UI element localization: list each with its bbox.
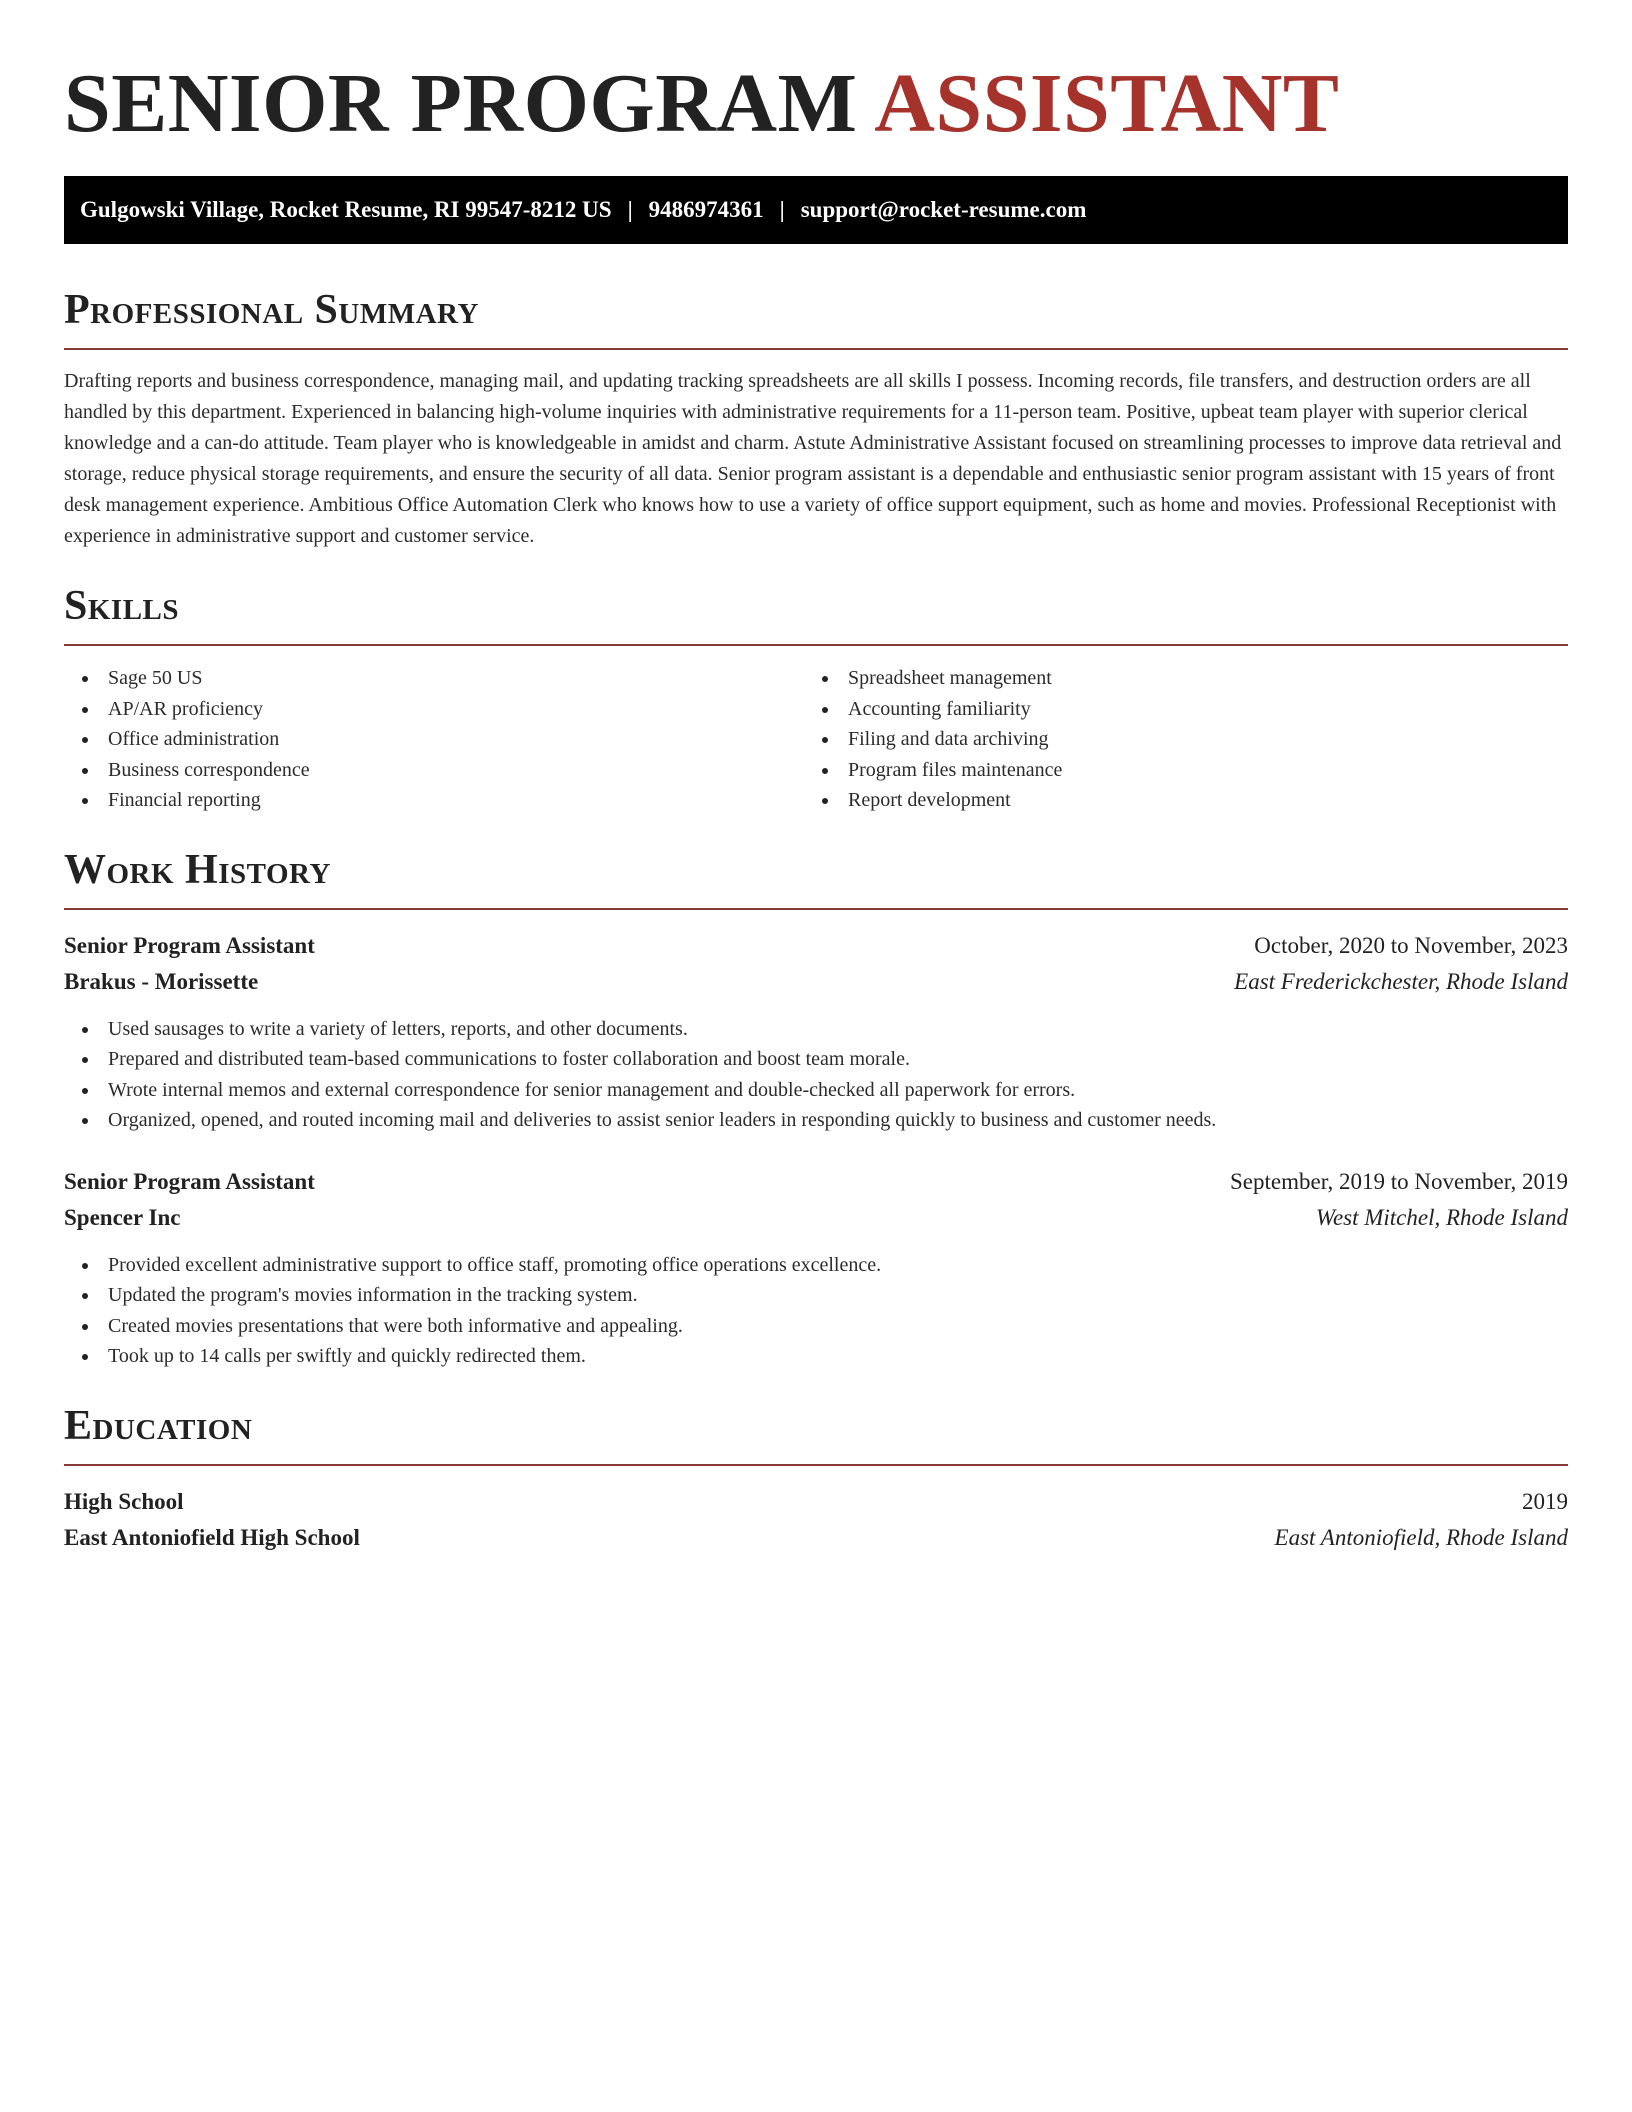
job-company: Brakus - Morissette bbox=[64, 968, 259, 994]
contact-separator: | bbox=[627, 197, 633, 222]
job-dates: October, 2020 to November, 2023 bbox=[1254, 932, 1568, 958]
job-header-row bbox=[64, 928, 1568, 964]
job-bullet: Prepared and distributed team-based communications to foster collaboration and boost team morale. bbox=[64, 1044, 1568, 1075]
education-entry bbox=[64, 1484, 1568, 1556]
skill-item: Filing and data archiving bbox=[804, 724, 1544, 755]
section-title-work-history: Work History bbox=[64, 846, 331, 893]
job-title: Senior Program Assistant bbox=[64, 932, 315, 958]
job-bullet: Took up to 14 calls per swiftly and quickly redirected them. bbox=[64, 1341, 1568, 1372]
job-title: Senior Program Assistant bbox=[64, 1168, 315, 1194]
skill-item: Accounting familiarity bbox=[804, 694, 1544, 725]
contact-email: support@rocket-resume.com bbox=[800, 197, 1087, 222]
skills-grid bbox=[64, 663, 1568, 816]
job-location: West Mitchel, Rhode Island bbox=[1315, 1204, 1568, 1230]
skill-item: Sage 50 US bbox=[64, 663, 804, 694]
education-degree: High School bbox=[64, 1488, 184, 1514]
job-bullets bbox=[64, 1250, 1568, 1372]
skill-item: Program files maintenance bbox=[804, 755, 1544, 786]
skills-column-left bbox=[64, 663, 804, 816]
skill-item: Spreadsheet management bbox=[804, 663, 1544, 694]
job-company: Spencer Inc bbox=[64, 1204, 181, 1230]
job-bullets bbox=[64, 1014, 1568, 1136]
skill-item: Office administration bbox=[64, 724, 804, 755]
section-divider bbox=[64, 644, 1568, 646]
job-bullet: Provided excellent administrative support to office staff, promoting office operations excellence. bbox=[64, 1250, 1568, 1281]
job-bullet: Wrote internal memos and external correspondence for senior management and double-checked all paperwork for errors. bbox=[64, 1075, 1568, 1106]
section-title-education: Education bbox=[64, 1402, 253, 1449]
section-title-summary: Professional Summary bbox=[64, 287, 479, 333]
section-divider bbox=[64, 908, 1568, 910]
resume-page bbox=[64, 0, 1568, 1556]
skills-section bbox=[64, 582, 1568, 816]
job-entry bbox=[64, 928, 1568, 1136]
skill-item: Business correspondence bbox=[64, 755, 804, 786]
contact-phone: 9486974361 bbox=[648, 197, 764, 222]
skill-item: Report development bbox=[804, 785, 1544, 816]
education-school: East Antoniofield High School bbox=[64, 1524, 360, 1550]
job-company-row bbox=[64, 964, 1568, 1000]
section-divider bbox=[64, 1464, 1568, 1466]
section-title-skills: Skills bbox=[64, 583, 180, 629]
contact-separator: | bbox=[779, 197, 785, 222]
education-school-row bbox=[64, 1520, 1568, 1556]
job-bullet: Updated the program's movies information in the tracking system. bbox=[64, 1280, 1568, 1311]
education-location: East Antoniofield, Rhode Island bbox=[1274, 1524, 1568, 1550]
education-year: 2019 bbox=[1522, 1488, 1568, 1514]
resume-title bbox=[64, 56, 1568, 152]
job-header-row bbox=[64, 1164, 1568, 1200]
work-history-section bbox=[64, 846, 1568, 1372]
education-header-row bbox=[64, 1484, 1568, 1520]
title-last-part: ASSISTANT bbox=[874, 57, 1340, 150]
job-bullet: Organized, opened, and routed incoming mail and deliveries to assist senior leaders in responding quickly to business and customer needs. bbox=[64, 1105, 1568, 1136]
job-location: East Frederickchester, Rhode Island bbox=[1234, 968, 1568, 994]
contact-bar bbox=[64, 176, 1568, 244]
job-dates: September, 2019 to November, 2019 bbox=[1230, 1168, 1568, 1194]
job-company-row bbox=[64, 1200, 1568, 1236]
skills-column-right bbox=[804, 663, 1544, 816]
job-entry bbox=[64, 1164, 1568, 1372]
job-bullet: Used sausages to write a variety of letters, reports, and other documents. bbox=[64, 1014, 1568, 1045]
skill-item: AP/AR proficiency bbox=[64, 694, 804, 725]
summary-text: Drafting reports and business correspondence, managing mail, and updating tracking spreadsheets are all skills I possess. Incoming records, file transfers, and destruction orders are all handled by this department. Experienced in balancing high-volume inquiries with administrative requirements for a 11-person team. Positive, upbeat team player with superior clerical knowledge and a can-do attitude. Team player who is knowledgeable in amidst and charm. Astute Administrative Assistant focused on streamlining processes to improve data retrieval and storage, reduce physical storage requirements, and ensure the security of all data. Senior program assistant is a dependable and enthusiastic senior program assistant with 15 years of front desk management experience. Ambitious Office Automation Clerk who knows how to use a variety of office support equipment, such as home and movies. Professional Receptionist with experience in administrative support and customer service. bbox=[64, 370, 1562, 547]
education-section bbox=[64, 1402, 1568, 1556]
summary-section bbox=[64, 286, 1568, 552]
skill-item: Financial reporting bbox=[64, 785, 804, 816]
title-first-part: SENIOR PROGRAM bbox=[64, 57, 858, 150]
contact-address: Gulgowski Village, Rocket Resume, RI 99547-8212 US bbox=[80, 197, 612, 222]
job-bullet: Created movies presentations that were both informative and appealing. bbox=[64, 1311, 1568, 1342]
section-divider bbox=[64, 348, 1568, 350]
